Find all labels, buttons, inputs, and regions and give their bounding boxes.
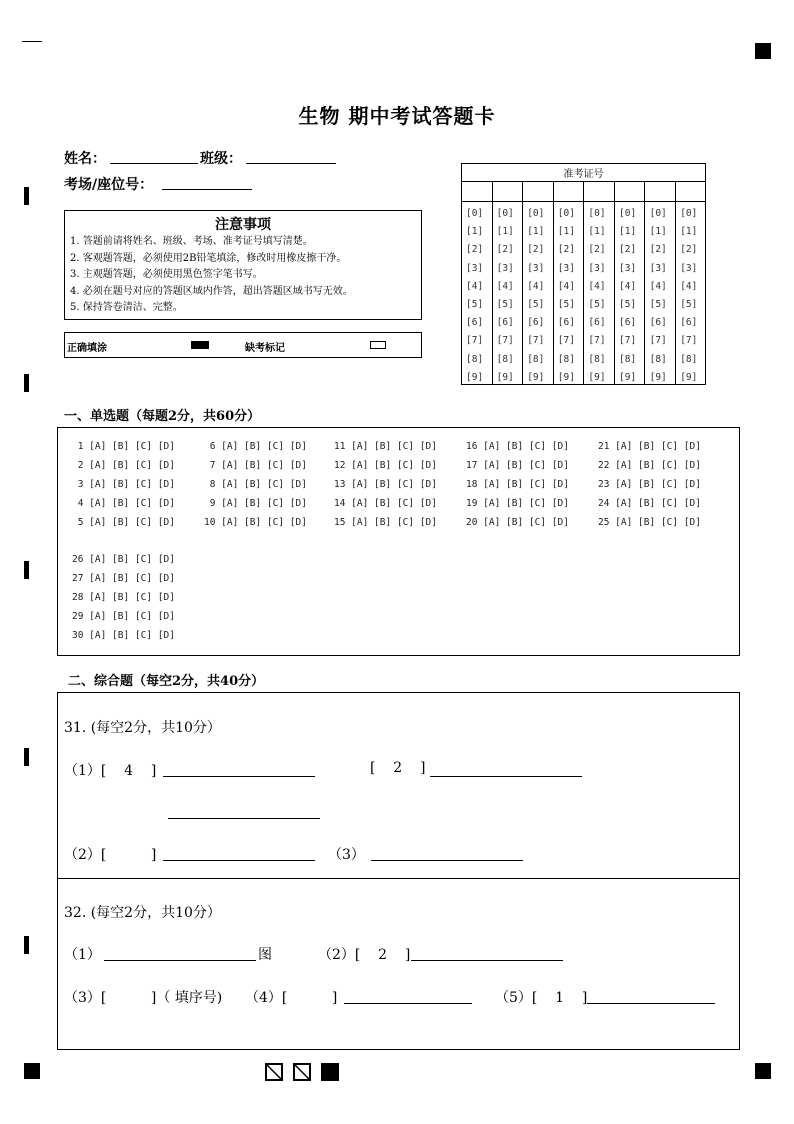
section1-heading: 一、单选题（每题2分，共60分） [64, 409, 261, 424]
admission-digit-bubble[interactable]: [0] [680, 208, 698, 219]
admission-digit-bubble[interactable]: [4] [619, 280, 637, 292]
admission-digit-bubble[interactable]: [0] [619, 208, 637, 219]
admission-digit-bubble[interactable]: [9] [466, 371, 484, 383]
q32-part2: （2）[ 2 ] [318, 947, 411, 963]
admission-digit-bubble[interactable]: [4] [680, 280, 698, 292]
admission-digit-bubble[interactable]: [3] [527, 262, 545, 274]
mc-question-20[interactable]: 20 [A] [B] [C] [D] [466, 517, 569, 528]
seat-field[interactable] [162, 189, 252, 190]
admission-digit-bubble[interactable]: [2] [527, 244, 545, 256]
admission-digit-bubble[interactable]: [3] [557, 262, 575, 274]
admission-digit-bubble[interactable]: [9] [557, 371, 575, 383]
admission-digit-bubble[interactable]: [9] [496, 371, 514, 383]
q32-answer-2[interactable] [411, 960, 563, 961]
admission-digit-bubble[interactable]: [8] [496, 353, 514, 365]
admission-digit-bubble[interactable]: [5] [527, 299, 545, 311]
admission-digit-bubble[interactable]: [9] [619, 371, 637, 383]
admission-digit-bubble[interactable]: [8] [557, 353, 575, 365]
absent-mark-box[interactable] [370, 341, 386, 349]
mc-question-28[interactable]: 28 [A] [B] [C] [D] [72, 592, 175, 603]
admission-digit-column[interactable] [680, 205, 697, 387]
admission-digit-bubble[interactable]: [6] [680, 317, 698, 329]
admission-digit-bubble[interactable]: [1] [588, 226, 606, 238]
admission-digit-column[interactable] [497, 205, 514, 387]
name-field[interactable] [110, 163, 198, 164]
q31-part2: （2）[ ] [64, 847, 157, 863]
seat-label: 考场/座位号： [64, 177, 154, 193]
mc-question-22[interactable]: 22 [A] [B] [C] [D] [598, 460, 701, 471]
admission-digit-bubble[interactable]: [7] [527, 335, 545, 347]
admission-digit-box[interactable] [614, 182, 645, 202]
admission-digit-bubble[interactable]: [0] [527, 208, 545, 219]
admission-digit-box[interactable] [675, 182, 706, 202]
admission-digit-column[interactable] [466, 205, 483, 387]
q31-answer-5[interactable] [371, 860, 523, 861]
admission-digit-bubble[interactable]: [4] [527, 280, 545, 292]
admission-digit-bubble[interactable]: [1] [557, 226, 575, 238]
admission-digit-bubble[interactable]: [0] [649, 208, 667, 219]
name-label: 姓名： [64, 151, 106, 167]
admission-digit-column[interactable] [588, 205, 605, 387]
mc-question-10[interactable]: 10 [A] [B] [C] [D] [204, 517, 307, 528]
mc-question-27[interactable]: 27 [A] [B] [C] [D] [72, 573, 175, 584]
admission-digit-bubble[interactable]: [1] [649, 226, 667, 238]
admission-digit-bubble[interactable]: [9] [680, 371, 698, 383]
mc-question-21[interactable]: 21 [A] [B] [C] [D] [598, 441, 701, 452]
admission-digit-bubble[interactable]: [7] [619, 335, 637, 347]
mc-question-18[interactable]: 18 [A] [B] [C] [D] [466, 479, 569, 490]
side-mark-2 [24, 374, 29, 392]
absent-mark-label: 缺考标记 [245, 343, 285, 354]
q32-answer-5[interactable] [587, 1003, 715, 1004]
admission-digit-bubble[interactable]: [4] [496, 280, 514, 292]
admission-digit-bubble[interactable]: [0] [588, 208, 606, 219]
admission-digit-bubble[interactable]: [8] [466, 353, 484, 365]
admission-digit-box[interactable] [584, 182, 615, 202]
admission-digit-bubble[interactable]: [5] [496, 299, 514, 311]
mc-question-30[interactable]: 30 [A] [B] [C] [D] [72, 630, 175, 641]
admission-digit-bubble[interactable]: [1] [619, 226, 637, 238]
q32-part4: （4）[ ] [245, 990, 338, 1006]
q32-part1-suffix: 图 [258, 947, 272, 963]
corner-dash [22, 41, 42, 42]
corner-mark-bottom-right [755, 1063, 771, 1079]
admission-digit-bubble[interactable]: [9] [588, 371, 606, 383]
admission-digit-bubble[interactable]: [7] [680, 335, 698, 347]
admission-title: 准考证号 [462, 164, 706, 182]
q32-part5: （5）[ 1 ] [495, 990, 588, 1006]
admission-digit-bubble[interactable]: [2] [680, 244, 698, 256]
mc-question-4[interactable]: 4 [A] [B] [C] [D] [72, 498, 175, 509]
admission-digit-bubble[interactable]: [3] [619, 262, 637, 274]
side-mark-1 [24, 187, 29, 205]
q31-title: 31. (每空2分，共10分） [64, 720, 221, 736]
admission-digit-column[interactable] [527, 205, 544, 387]
mc-question-11[interactable]: 11 [A] [B] [C] [D] [334, 441, 437, 452]
admission-digit-bubble[interactable]: [6] [619, 317, 637, 329]
admission-digit-bubble[interactable]: [1] [527, 226, 545, 238]
side-mark-5 [24, 936, 29, 954]
mc-question-16[interactable]: 16 [A] [B] [C] [D] [466, 441, 569, 452]
admission-digit-box[interactable] [523, 182, 554, 202]
notice-item-3: 3. 主观题答题，必须使用黑色签字笔书写。 [70, 269, 263, 280]
legend-box [64, 332, 422, 358]
mc-question-8[interactable]: 8 [A] [B] [C] [D] [204, 479, 307, 490]
class-label: 班级： [200, 151, 242, 167]
section2-heading: 二、综合题（每空2分，共40分） [68, 674, 265, 689]
admission-digit-bubble[interactable]: [6] [466, 317, 484, 329]
admission-digit-bubble[interactable]: [4] [588, 280, 606, 292]
admission-digit-bubble[interactable]: [5] [680, 299, 698, 311]
correct-fill-label: 正确填涂 [67, 343, 107, 354]
admission-digit-bubble[interactable]: [2] [557, 244, 575, 256]
mc-question-7[interactable]: 7 [A] [B] [C] [D] [204, 460, 307, 471]
admission-digit-bubble[interactable]: [4] [557, 280, 575, 292]
admission-digit-box[interactable] [462, 182, 493, 202]
admission-digit-bubble[interactable]: [2] [619, 244, 637, 256]
mc-question-23[interactable]: 23 [A] [B] [C] [D] [598, 479, 701, 490]
mc-question-12[interactable]: 12 [A] [B] [C] [D] [334, 460, 437, 471]
admission-digit-bubble[interactable]: [2] [466, 244, 484, 256]
admission-digit-bubble[interactable]: [3] [649, 262, 667, 274]
admission-digit-bubble[interactable]: [8] [527, 353, 545, 365]
notice-title: 注意事项 [215, 217, 271, 233]
q32-answer-4[interactable] [344, 1003, 472, 1004]
notice-item-1: 1. 答题前请将姓名、班级、考场、准考证号填写清楚。 [70, 236, 313, 247]
admission-digit-bubble[interactable]: [1] [466, 226, 484, 238]
corner-mark-bottom-left [24, 1063, 40, 1079]
mc-question-24[interactable]: 24 [A] [B] [C] [D] [598, 498, 701, 509]
admission-digit-bubble[interactable]: [0] [466, 208, 484, 219]
admission-digit-bubble[interactable]: [7] [466, 335, 484, 347]
mc-question-5[interactable]: 5 [A] [B] [C] [D] [72, 517, 175, 528]
mc-question-3[interactable]: 3 [A] [B] [C] [D] [72, 479, 175, 490]
q31-answer-3[interactable] [168, 818, 320, 819]
mc-question-15[interactable]: 15 [A] [B] [C] [D] [334, 517, 437, 528]
admission-digit-bubble[interactable]: [5] [557, 299, 575, 311]
q31-part1: （1）[ 4 ] [64, 763, 157, 779]
admission-digit-column[interactable] [558, 205, 575, 387]
corner-mark-top-right [755, 43, 771, 59]
admission-digit-bubble[interactable]: [6] [649, 317, 667, 329]
mc-question-26[interactable]: 26 [A] [B] [C] [D] [72, 554, 175, 565]
admission-digit-bubble[interactable]: [8] [680, 353, 698, 365]
admission-digit-bubble[interactable]: [8] [588, 353, 606, 365]
admission-digit-bubble[interactable]: [3] [588, 262, 606, 274]
notice-box [64, 210, 422, 320]
crossed-box-2 [293, 1063, 311, 1081]
filled-box [321, 1063, 339, 1081]
side-mark-4 [24, 748, 29, 766]
admission-digit-bubble[interactable]: [2] [496, 244, 514, 256]
notice-item-5: 5. 保持答卷清洁、完整。 [70, 302, 183, 313]
admission-digit-bubble[interactable]: [6] [588, 317, 606, 329]
mc-question-19[interactable]: 19 [A] [B] [C] [D] [466, 498, 569, 509]
admission-digit-bubble[interactable]: [9] [527, 371, 545, 383]
admission-digit-box[interactable] [492, 182, 523, 202]
admission-digit-bubble[interactable]: [8] [649, 353, 667, 365]
mc-question-13[interactable]: 13 [A] [B] [C] [D] [334, 479, 437, 490]
admission-digit-bubble[interactable]: [3] [496, 262, 514, 274]
admission-digit-column[interactable] [650, 205, 667, 387]
admission-digit-column[interactable] [619, 205, 636, 387]
class-field[interactable] [246, 163, 336, 164]
admission-digit-bubble[interactable]: [4] [466, 280, 484, 292]
q31-part1b: [ 2 ] [370, 760, 426, 776]
notice-item-4: 4. 必须在题号对应的答题区域内作答，超出答题区域书写无效。 [70, 285, 353, 297]
mc-question-9[interactable]: 9 [A] [B] [C] [D] [204, 498, 307, 509]
admission-digit-bubble[interactable]: [5] [588, 299, 606, 311]
admission-digit-bubble[interactable]: [6] [527, 317, 545, 329]
crossed-box-1 [265, 1063, 283, 1081]
q31-part3: （3） [328, 847, 365, 863]
admission-digit-bubble[interactable]: [7] [588, 335, 606, 347]
admission-digit-bubble[interactable]: [4] [649, 280, 667, 292]
page-title: 生物 期中考试答题卡 [298, 104, 496, 128]
q32-answer-1[interactable] [104, 960, 256, 961]
admission-digit-bubble[interactable]: [0] [496, 208, 514, 219]
correct-fill-sample [191, 341, 209, 349]
admission-digit-bubble[interactable]: [3] [680, 262, 698, 274]
admission-digit-bubble[interactable]: [5] [466, 299, 484, 311]
admission-digit-bubble[interactable]: [7] [496, 335, 514, 347]
mc-question-6[interactable]: 6 [A] [B] [C] [D] [204, 441, 307, 452]
notice-item-2: 2. 客观题答题，必须使用2B铅笔填涂，修改时用橡皮擦干净。 [70, 252, 347, 264]
q32-part3: （3）[ ]（ 填序号) [64, 990, 223, 1006]
q31-answer-1[interactable] [163, 776, 315, 777]
admission-digit-bubble[interactable]: [7] [649, 335, 667, 347]
q32-title: 32. (每空2分，共10分） [64, 905, 221, 921]
q31-answer-2[interactable] [430, 776, 582, 777]
mc-question-25[interactable]: 25 [A] [B] [C] [D] [598, 517, 701, 528]
q32-part1: （1） [64, 947, 101, 963]
admission-digit-bubble[interactable]: [1] [680, 226, 698, 238]
admission-digit-bubble[interactable]: [2] [649, 244, 667, 256]
mc-question-2[interactable]: 2 [A] [B] [C] [D] [72, 460, 175, 471]
admission-digit-bubble[interactable]: [3] [466, 262, 484, 274]
admission-digit-bubble[interactable]: [5] [619, 299, 637, 311]
admission-digit-bubble[interactable]: [7] [557, 335, 575, 347]
q31-answer-4[interactable] [163, 860, 315, 861]
mc-question-29[interactable]: 29 [A] [B] [C] [D] [72, 611, 175, 622]
mc-question-14[interactable]: 14 [A] [B] [C] [D] [334, 498, 437, 509]
admission-digit-bubble[interactable]: [2] [588, 244, 606, 256]
admission-digit-bubble[interactable]: [0] [557, 208, 575, 219]
admission-digit-bubble[interactable]: [6] [496, 317, 514, 329]
admission-digit-bubble[interactable]: [9] [649, 371, 667, 383]
admission-digit-box[interactable] [553, 182, 584, 202]
admission-digit-bubble[interactable]: [6] [557, 317, 575, 329]
mc-question-1[interactable]: 1 [A] [B] [C] [D] [72, 441, 175, 452]
admission-digit-bubble[interactable]: [8] [619, 353, 637, 365]
admission-digit-box[interactable] [645, 182, 676, 202]
side-mark-3 [24, 561, 29, 579]
admission-digit-bubble[interactable]: [1] [496, 226, 514, 238]
mc-question-17[interactable]: 17 [A] [B] [C] [D] [466, 460, 569, 471]
admission-digit-bubble[interactable]: [5] [649, 299, 667, 311]
